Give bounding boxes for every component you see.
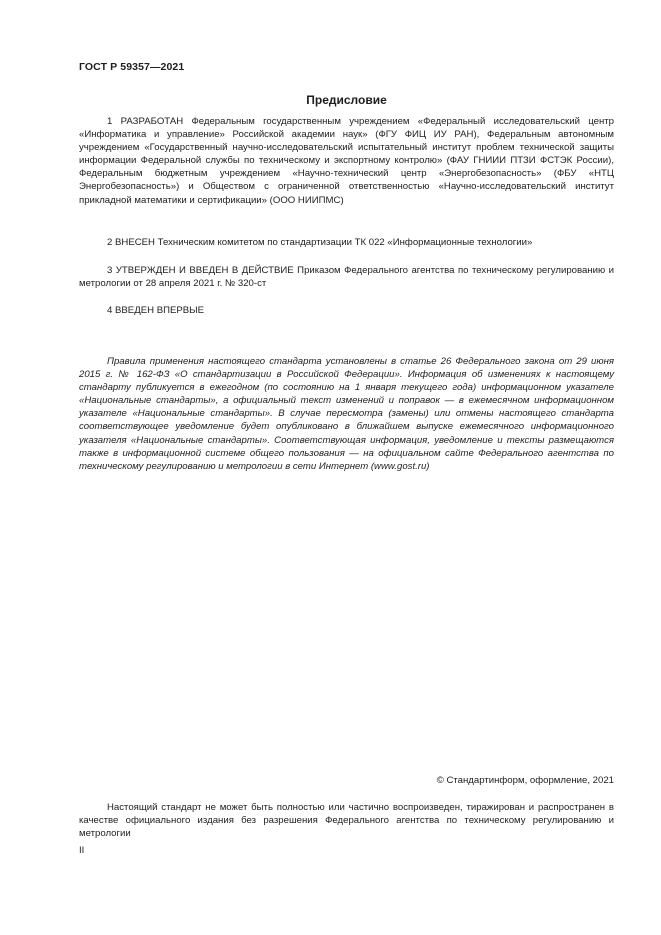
paragraph-first-introduced <box>79 304 614 317</box>
rights-text: Настоящий стандарт не может быть полностью или частично воспроизведен, тиражирован и распространен в качестве официального издания без разрешения Федерального агентства по техническому регулированию и метрологии <box>79 802 614 840</box>
paragraph-approved <box>79 264 614 290</box>
page-title: Предисловие <box>306 93 387 107</box>
paragraph-developed <box>79 115 614 207</box>
paragraph-text: 1 РАЗРАБОТАН Федеральным государственным учреждением «Федеральный исследовательский центр «Информатика и управление» Российской академии наук» (ФГУ ФИЦ ИУ РАН), Федеральным автономным учреждением «Государственный научно-исследовательский испытательный институт проблем технической защиты информации Федеральной службы по техническому и экспортному контролю» (ФАУ ГНИИИ ПТЗИ ФСТЭК России), Федеральным бюджетным учреждением «Научно-технический центр «Энергобезопасность» (ФБУ «НТЦ Энергобезопасность») и Обществом с ограниченной ответственностью «Научно-исследовательский институт прикладной математики и сертификации» (ООО НИИПМС) <box>79 116 614 206</box>
application-rules-notice <box>79 355 614 473</box>
paragraph-text: 4 ВВЕДЕН ВПЕРВЫЕ <box>107 305 205 316</box>
paragraph-text: 2 ВНЕСЕН Техническим комитетом по стандартизации ТК 022 «Информационные технологии» <box>107 237 533 248</box>
standard-code: ГОСТ Р 59357—2021 <box>79 61 185 73</box>
page-number: II <box>79 845 85 856</box>
notice-text: Правила применения настоящего стандарта установлены в статье 26 Федерального закона от 29 июня 2015 г. № 162-ФЗ «О стандартизации в Российской Федерации». Информация об изменениях к настоящему стандарту публикуется в ежегодном (по состоянию на 1 января текущего года) информационном указателе «Национальные стандарты», а официальный текст изменений и поправок — в ежемесячном информационном указателе «Национальные стандарты». В случае пересмотра (замены) или отмены настоящего стандарта соответствующее уведомление будет опубликовано в ближайшем выпуске ежемесячного информационного указателя «Национальные стандарты». Соответствующая информация, уведомление и тексты размещаются также в информационной системе общего пользования — на официальном сайте Федерального агентства по техническому регулированию и метрологии в сети Интернет (www.gost.ru) <box>79 356 614 472</box>
paragraph-text: 3 УТВЕРЖДЕН И ВВЕДЕН В ДЕЙСТВИЕ Приказом Федерального агентства по техническому регулированию и метрологии от 28 апреля 2021 г. № 320-ст <box>79 265 614 290</box>
copyright-line: © Стандартинформ, оформление, 2021 <box>436 775 614 786</box>
rights-statement <box>79 801 614 840</box>
paragraph-introduced <box>79 236 614 249</box>
